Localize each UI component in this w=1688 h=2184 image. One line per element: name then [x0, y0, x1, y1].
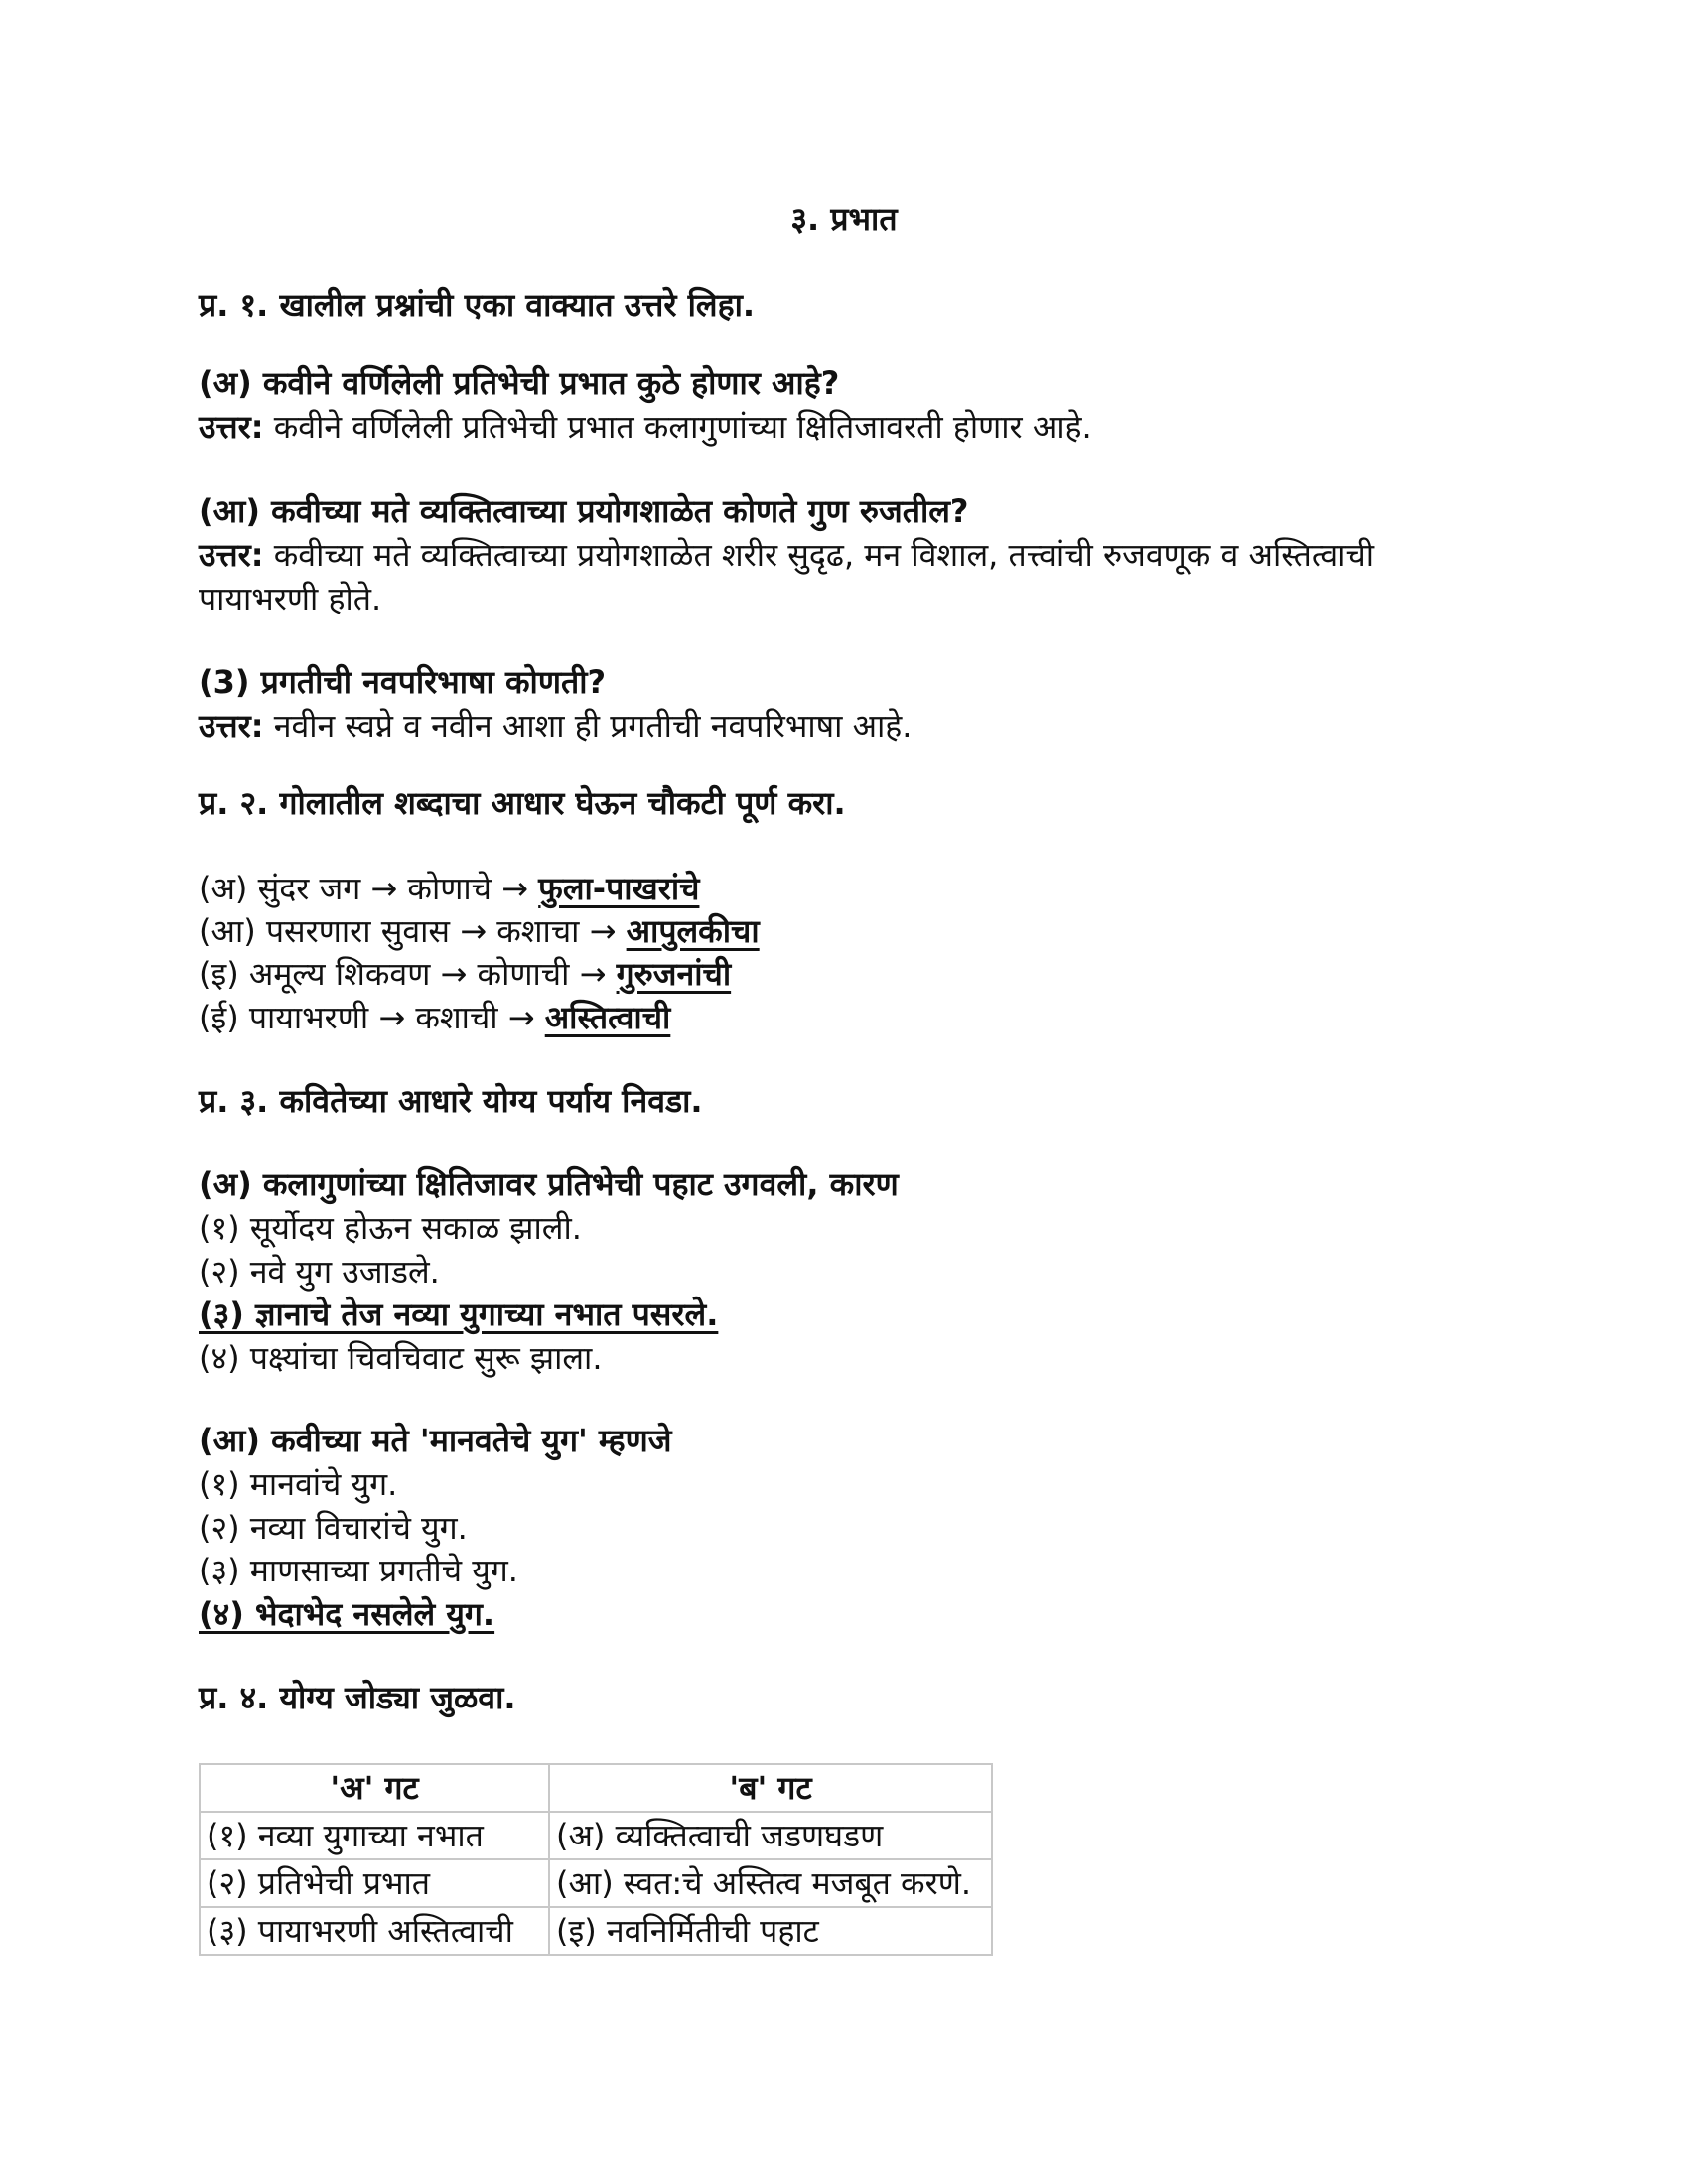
page-title: ३. प्रभात [790, 201, 898, 238]
table-cell: (इ) नवनिर्मितीची पहाट [549, 1907, 992, 1955]
q4-heading: प्र. ४. योग्य जोड्या जुळवा. [199, 1679, 516, 1716]
q1c-question: (3) प्रगतीची नवपरिभाषा कोणती? [199, 663, 607, 701]
q1a-question: (अ) कवीने वर्णिलेली प्रतिभेची प्रभात कुठे होणार आहे? [199, 364, 840, 402]
q3b-correct-option: (४) भेदाभेद नसलेले युग. [199, 1595, 495, 1633]
q3a-correct-option: (३) ज्ञानाचे तेज नव्या युगाच्या नभात पसरले. [199, 1296, 719, 1333]
q2-heading: प्र. २. गोलातील शब्दाचा आधार घेऊन चौकटी पूर्ण करा. [199, 784, 846, 822]
table-cell: (३) पायाभरणी अस्तित्वाची [200, 1907, 549, 1955]
q3a-option: (१) सूर्योदय होऊन सकाळ झाली. [199, 1209, 582, 1247]
table-cell: (२) प्रतिभेची प्रभात [200, 1859, 549, 1907]
q1-heading: प्र. १. खालील प्रश्नांची एका वाक्यात उत्तरे लिहा. [199, 286, 756, 324]
q2-item-answer: गुरुजनांची [616, 955, 732, 993]
table-cell: (आ) स्वत:चे अस्तित्व मजबूत करणे. [549, 1859, 992, 1907]
q2-item [199, 868, 699, 909]
match-pairs-table [199, 1763, 993, 1956]
answer-text: कवीने वर्णिलेली प्रतिभेची प्रभात कलागुणांच्या क्षितिजावरती होणार आहे. [273, 408, 1092, 446]
q2-item [199, 910, 760, 952]
table-row [200, 1812, 992, 1859]
answer-text: कवीच्या मते व्यक्तित्वाच्या प्रयोगशाळेत शरीर सुदृढ, मन विशाल, तत्त्वांची रुजवणूक व अस्तित्वाची [273, 536, 1375, 574]
table-header-row [200, 1764, 992, 1812]
q3a-option: (४) पक्ष्यांचा चिवचिवाट सुरू झाला. [199, 1339, 603, 1377]
q2-item-prompt: (अ) सुंदर जग → कोणाचे → [199, 870, 539, 907]
table-cell: (१) नव्या युगाच्या नभात [200, 1812, 549, 1859]
q3-heading: प्र. ३. कवितेच्या आधारे योग्य पर्याय निवडा. [199, 1082, 703, 1120]
q2-item-answer: अस्तित्वाची [544, 999, 671, 1036]
q1b-question: (आ) कवीच्या मते व्यक्तित्वाच्या प्रयोगशाळेत कोणते गुण रुजतील? [199, 492, 969, 530]
q2-item-prompt: (इ) अमूल्य शिकवण → कोणाची → [199, 955, 617, 993]
q2-item-answer: आपुलकीचा [626, 912, 760, 950]
q2-item-answer: फुला-पाखरांचे [538, 870, 700, 907]
q2-item [199, 953, 731, 995]
q1a-answer [199, 406, 1092, 448]
q3b-option: (२) नव्या विचारांचे युग. [199, 1509, 468, 1547]
column-header-b: 'ब' गट [549, 1764, 992, 1812]
q3b-option: (३) माणसाच्या प्रगतीचे युग. [199, 1552, 518, 1589]
answer-label: उत्तर: [199, 408, 264, 446]
q2-item-prompt: (आ) पसरणारा सुवास → कशाचा → [199, 912, 627, 950]
answer-text: नवीन स्वप्ने व नवीन आशा ही प्रगतीची नवपरिभाषा आहे. [273, 707, 913, 745]
table-row [200, 1907, 992, 1955]
q3a-option: (२) नवे युग उजाडले. [199, 1253, 440, 1291]
q3b-question: (आ) कवीच्या मते 'मानवतेचे युग' म्हणजे [199, 1422, 672, 1459]
table-cell: (अ) व्यक्तित्वाची जडणघडण [549, 1812, 992, 1859]
column-header-a: 'अ' गट [200, 1764, 549, 1812]
q1b-answer-continued: पायाभरणी होते. [199, 580, 382, 617]
q3b-option: (१) मानवांचे युग. [199, 1465, 398, 1503]
q1b-answer [199, 534, 1374, 576]
table-row [200, 1859, 992, 1907]
q1c-answer [199, 705, 912, 747]
q2-item-prompt: (ई) पायाभरणी → कशाची → [199, 999, 545, 1036]
answer-label: उत्तर: [199, 536, 264, 574]
q3a-question: (अ) कलागुणांच्या क्षितिजावर प्रतिभेची पहाट उगवली, कारण [199, 1165, 899, 1203]
q2-item [199, 997, 670, 1038]
answer-label: उत्तर: [199, 707, 264, 745]
